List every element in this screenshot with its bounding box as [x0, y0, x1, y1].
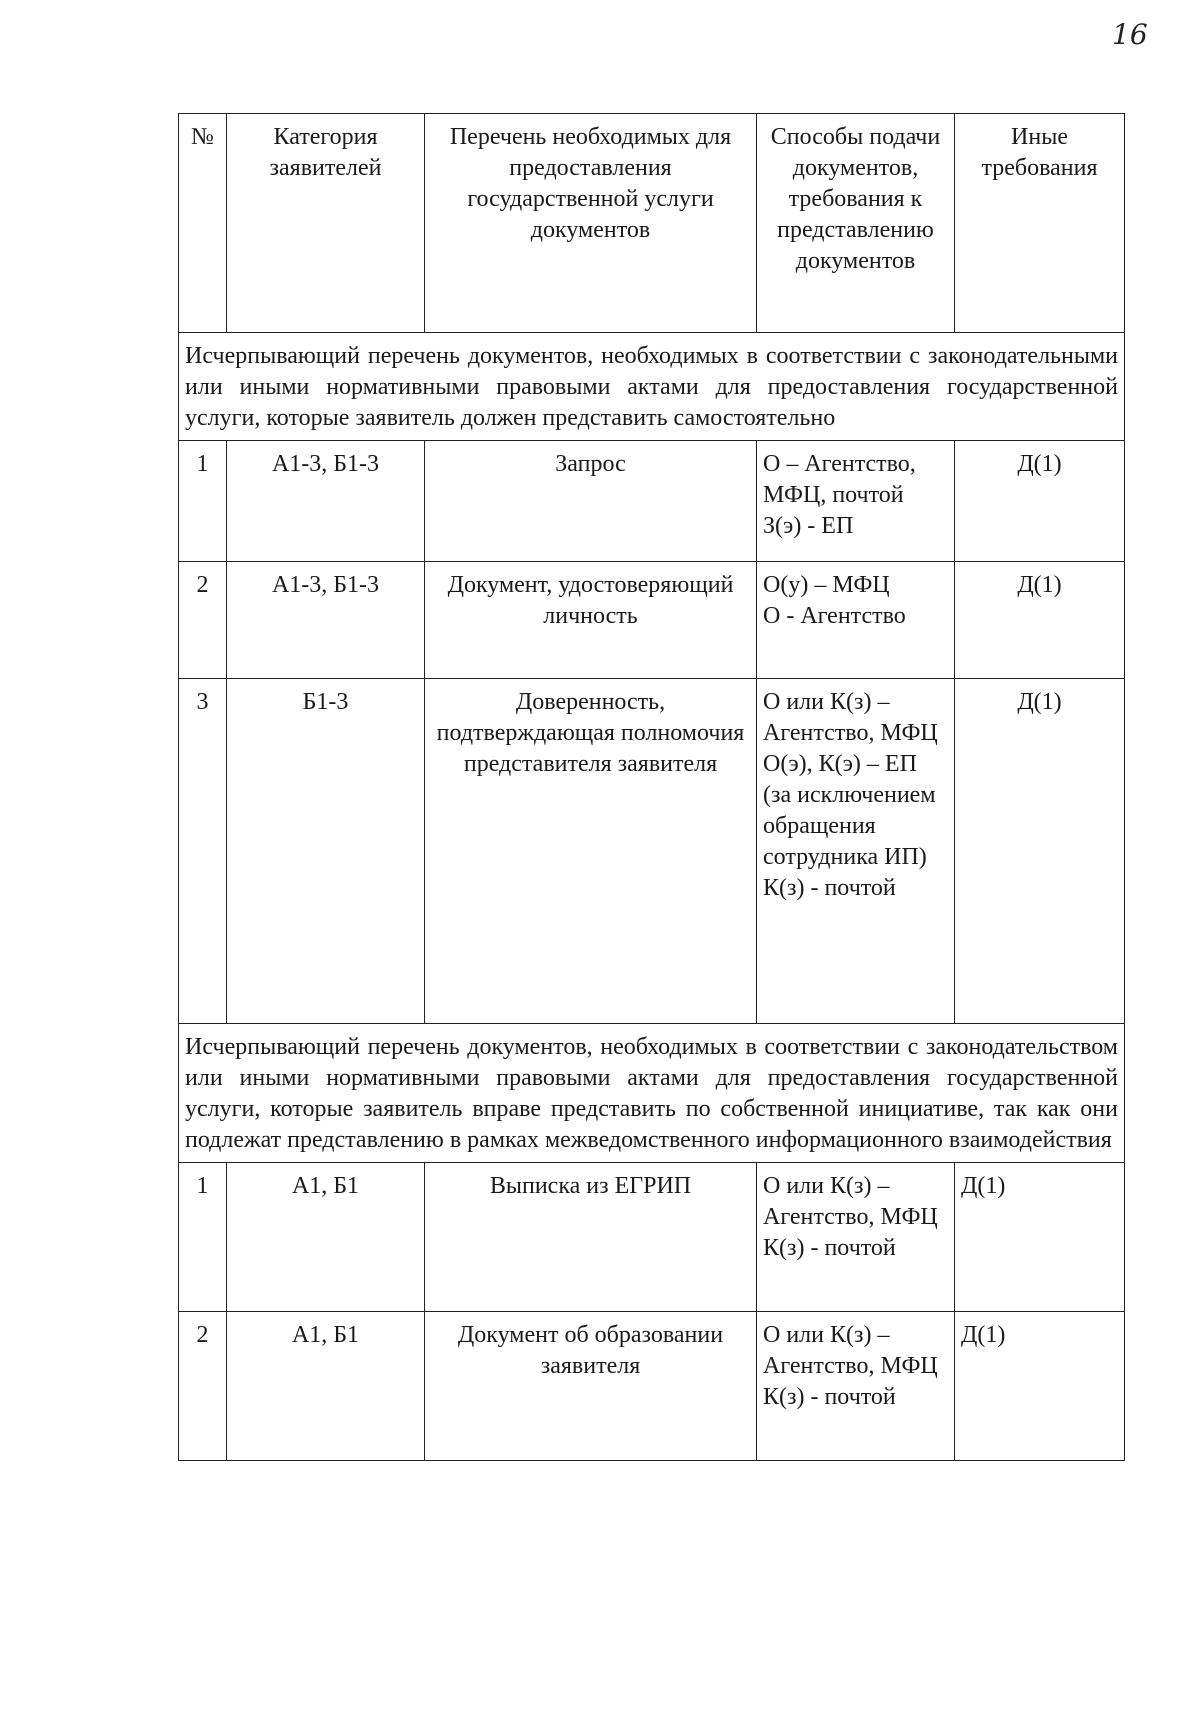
cell-num: 2: [179, 562, 227, 679]
cell-num: 1: [179, 1163, 227, 1312]
cell-category: А1-3, Б1-3: [227, 441, 425, 562]
header-documents: Перечень необходимых для предоставления государственной услуги документов: [425, 114, 757, 333]
cell-document: Доверенность, подтверждающая полномочия представителя заявителя: [425, 679, 757, 1024]
table-row: [179, 679, 1125, 1024]
cell-methods: [757, 679, 955, 1024]
header-methods: Способы подачи документов, требования к представлению документов: [757, 114, 955, 333]
cell-other: Д(1): [955, 1163, 1125, 1312]
cell-other: Д(1): [955, 441, 1125, 562]
method-line: О(э), К(э) – ЕП (за исключением обращения сотрудника ИП): [763, 751, 936, 870]
section-row: [179, 333, 1125, 441]
page-number: 16: [1112, 18, 1148, 51]
cell-other: Д(1): [955, 679, 1125, 1024]
section-title-mandatory: Исчерпывающий перечень документов, необходимых в соответствии с законодательными или иными нормативными правовыми актами для предоставления государственной услуги, которые заявитель должен представить самостоятельно: [179, 333, 1125, 441]
cell-num: 3: [179, 679, 227, 1024]
cell-other: Д(1): [955, 562, 1125, 679]
cell-methods: [757, 441, 955, 562]
method-line: О - Агентство: [763, 603, 906, 629]
header-other-requirements: Иные требования: [955, 114, 1125, 333]
method-line: О или К(з) – Агентство, МФЦ: [763, 1322, 938, 1379]
cell-category: Б1-3: [227, 679, 425, 1024]
method-line: О(у) – МФЦ: [763, 572, 890, 598]
cell-document: Выписка из ЕГРИП: [425, 1163, 757, 1312]
cell-num: 1: [179, 441, 227, 562]
section-title-optional: Исчерпывающий перечень документов, необходимых в соответствии с законодательством или иными нормативными правовыми актами для предоставления государственной услуги, которые заявитель вправе представить по собственной инициативе, так как они подлежат представлению в рамках межведомственного информационного взаимодействия: [179, 1024, 1125, 1163]
method-line: О или К(з) – Агентство, МФЦ: [763, 1173, 938, 1230]
table-row: [179, 441, 1125, 562]
cell-methods: [757, 562, 955, 679]
cell-methods: [757, 1312, 955, 1461]
table-row: [179, 1163, 1125, 1312]
documents-table: [178, 113, 1125, 1461]
cell-category: А1, Б1: [227, 1163, 425, 1312]
cell-document: Документ, удостоверяющий личность: [425, 562, 757, 679]
method-line: О или К(з) – Агентство, МФЦ: [763, 689, 938, 746]
cell-category: А1, Б1: [227, 1312, 425, 1461]
cell-document: Документ об образовании заявителя: [425, 1312, 757, 1461]
cell-document: Запрос: [425, 441, 757, 562]
method-line: К(з) - почтой: [763, 1235, 896, 1261]
table-row: [179, 562, 1125, 679]
table-row: [179, 1312, 1125, 1461]
cell-other: Д(1): [955, 1312, 1125, 1461]
method-line: З(э) - ЕП: [763, 513, 854, 539]
header-num: №: [179, 114, 227, 333]
header-category: Категория заявителей: [227, 114, 425, 333]
table-header-row: [179, 114, 1125, 333]
method-line: К(з) - почтой: [763, 875, 896, 901]
method-line: О – Агентство, МФЦ, почтой: [763, 451, 916, 508]
method-line: К(з) - почтой: [763, 1384, 896, 1410]
cell-num: 2: [179, 1312, 227, 1461]
section-row: [179, 1024, 1125, 1163]
cell-methods: [757, 1163, 955, 1312]
cell-category: А1-3, Б1-3: [227, 562, 425, 679]
